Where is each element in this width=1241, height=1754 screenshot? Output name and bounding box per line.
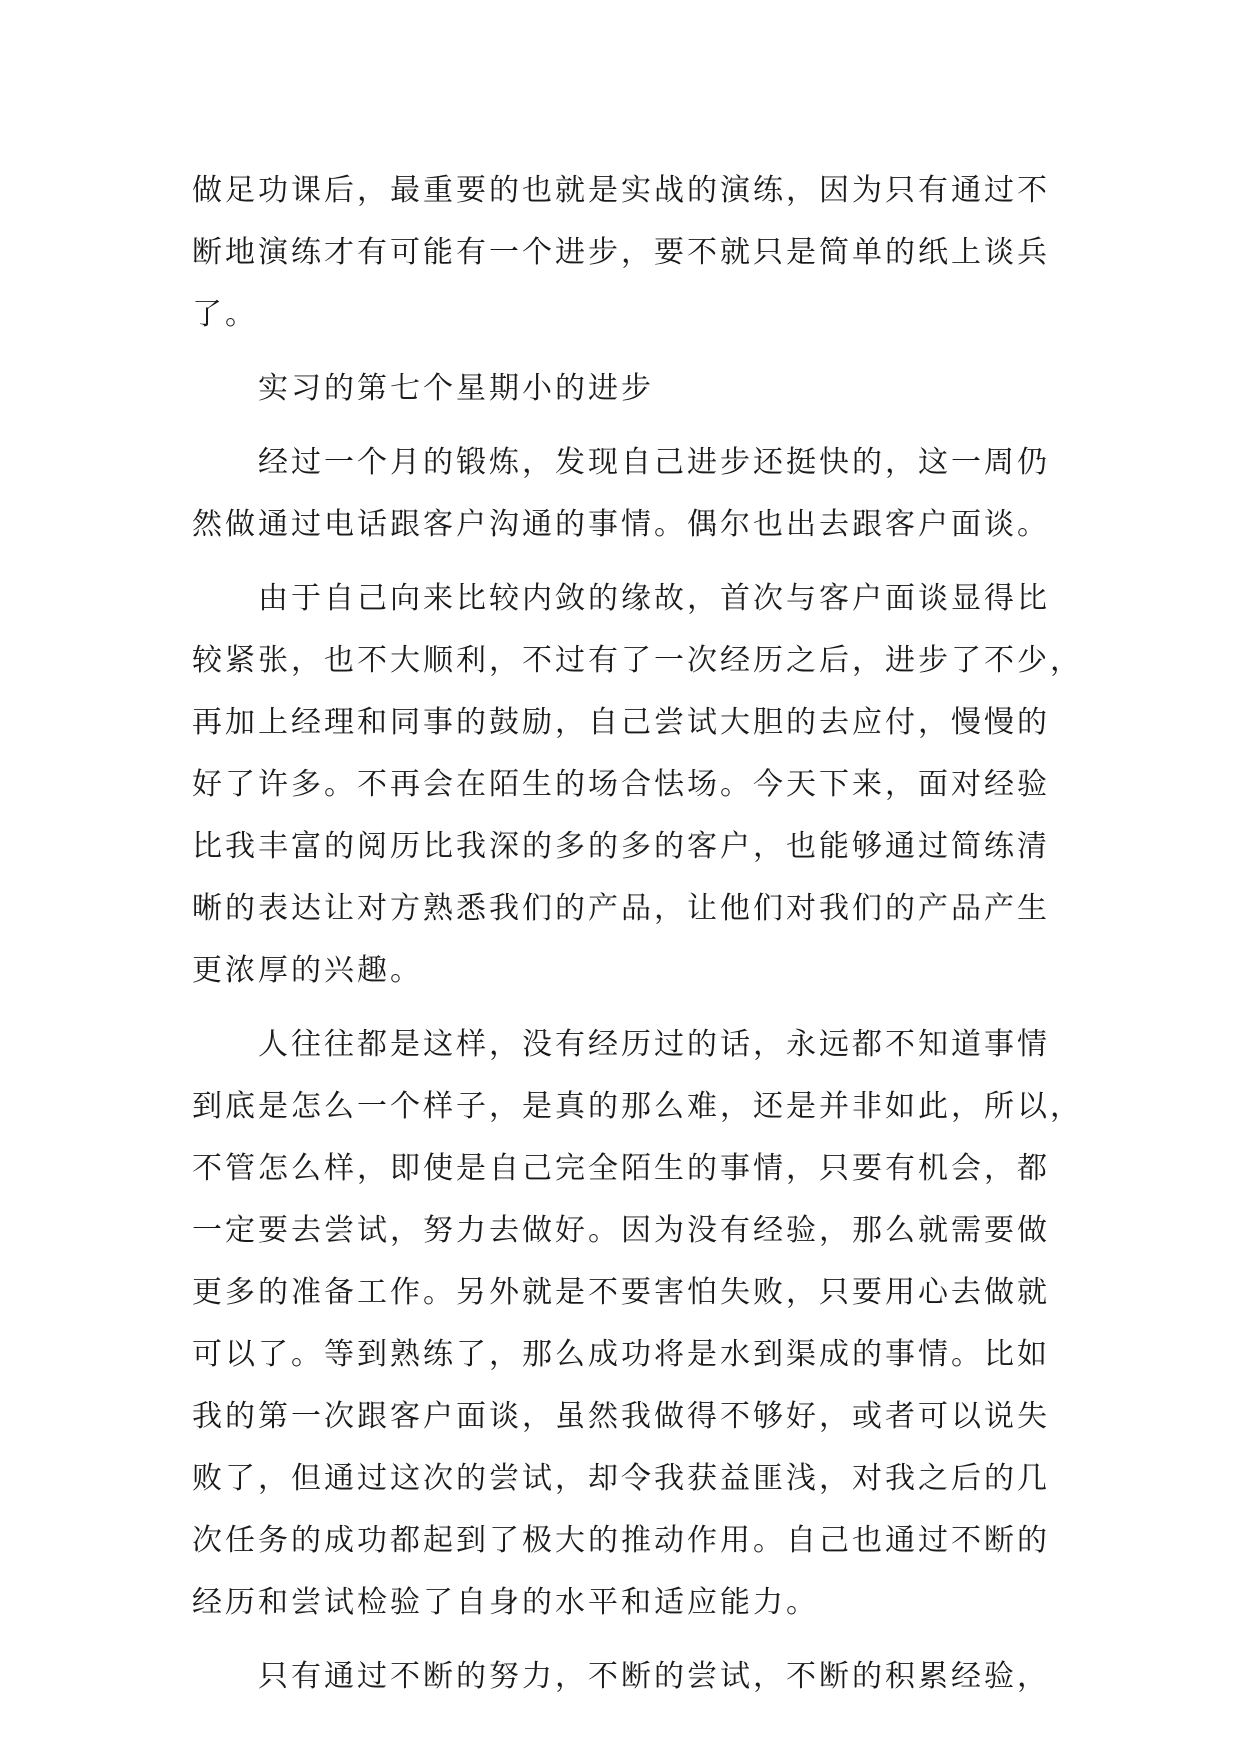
- paragraph: [192, 432, 1060, 556]
- text-line: 经过一个月的锻炼，发现自己进步还挺快的，这一周仍: [258, 445, 1050, 480]
- text-line: 败了，但通过这次的尝试，却令我获益匪浅，对我之后的几: [192, 1461, 1050, 1496]
- text-line: 更多的准备工作。另外就是不要害怕失败，只要用心去做就: [192, 1275, 1050, 1310]
- text-line: 由于自己向来比较内敛的缘故，首次与客户面谈显得比: [258, 581, 1050, 616]
- paragraph: [192, 1646, 1060, 1708]
- text-line: 好了许多。不再会在陌生的场合怯场。今天下来，面对经验: [192, 767, 1050, 802]
- text-line: 再加上经理和同事的鼓励，自己尝试大胆的去应付，慢慢的: [192, 705, 1050, 740]
- text-line: 较紧张，也不大顺利，不过有了一次经历之后，进步了不少，: [192, 643, 1083, 678]
- document-body: [192, 160, 1083, 1708]
- text-line: 可以了。等到熟练了，那么成功将是水到渠成的事情。比如: [192, 1337, 1050, 1372]
- text-line: 一定要去尝试，努力去做好。因为没有经验，那么就需要做: [192, 1213, 1050, 1248]
- paragraph: [192, 160, 1060, 346]
- text-line: 人往往都是这样，没有经历过的话，永远都不知道事情: [258, 1027, 1050, 1062]
- text-line: 经历和尝试检验了自身的水平和适应能力。: [192, 1585, 819, 1620]
- text-line: 做足功课后，最重要的也就是实战的演练，因为只有通过不: [192, 173, 1050, 208]
- text-line: 次任务的成功都起到了极大的推动作用。自己也通过不断的: [192, 1523, 1050, 1558]
- text-line: 不管怎么样，即使是自己完全陌生的事情，只要有机会，都: [192, 1151, 1050, 1186]
- text-line: 我的第一次跟客户面谈，虽然我做得不够好，或者可以说失: [192, 1399, 1050, 1434]
- paragraph: [192, 568, 1083, 1002]
- text-line: 断地演练才有可能有一个进步，要不就只是简单的纸上谈兵: [192, 235, 1050, 270]
- text-line: 了。: [192, 297, 258, 332]
- text-line: 更浓厚的兴趣。: [192, 953, 423, 988]
- text-line: 晰的表达让对方熟悉我们的产品，让他们对我们的产品产生: [192, 891, 1050, 926]
- text-line: 只有通过不断的努力，不断的尝试，不断的积累经验，: [258, 1659, 1050, 1694]
- text-line: 然做通过电话跟客户沟通的事情。偶尔也出去跟客户面谈。: [192, 507, 1050, 542]
- text-line: 到底是怎么一个样子，是真的那么难，还是并非如此，所以，: [192, 1089, 1083, 1124]
- text-line: 比我丰富的阅历比我深的多的多的客户，也能够通过简练清: [192, 829, 1050, 864]
- section-heading: [192, 358, 1060, 420]
- text-line: 实习的第七个星期小的进步: [258, 371, 654, 406]
- paragraph: [192, 1014, 1083, 1634]
